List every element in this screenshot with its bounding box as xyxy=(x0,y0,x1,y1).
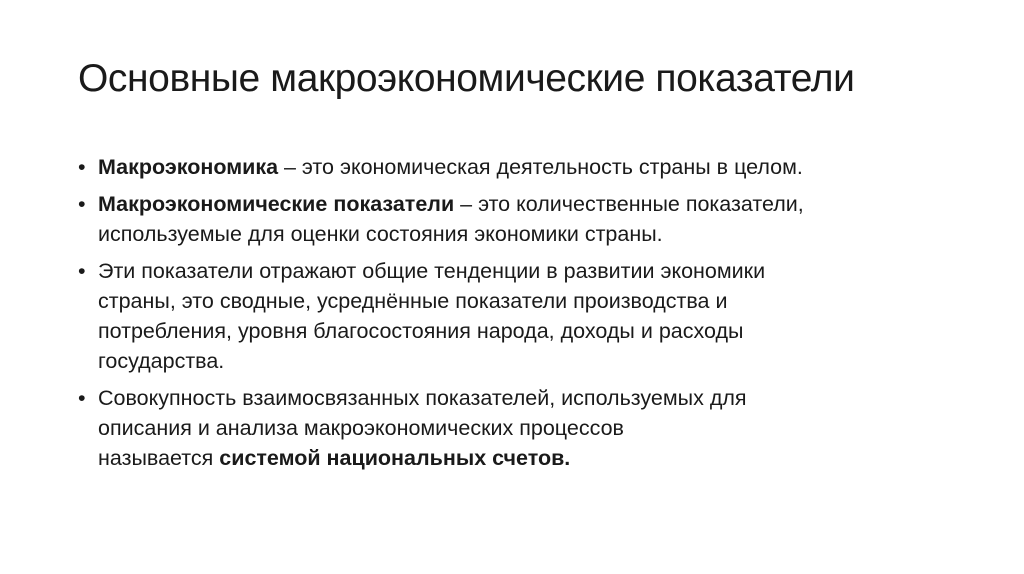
bullet-text-line: Эти показатели отражают общие тенденции в развитии экономики xyxy=(98,259,766,283)
bullet-text-line: Совокупность взаимосвязанных показателей, используемых для xyxy=(98,386,747,410)
bullet-term: Макроэкономика xyxy=(98,155,279,179)
bullet-marker: • xyxy=(78,192,86,216)
bullet-marker: • xyxy=(78,155,86,179)
bullet-term: системой национальных счетов. xyxy=(219,446,571,470)
bullet-text-line: государства. xyxy=(98,349,225,373)
bullet-text-line: используемые для оценки состояния экономики страны. xyxy=(98,222,663,246)
bullet-list xyxy=(78,152,958,480)
bullet-term: Макроэкономические показатели xyxy=(98,192,455,216)
bullet-text: – это экономическая деятельность страны в целом. xyxy=(278,155,803,179)
bullet-text: – это количественные показатели, xyxy=(454,192,804,216)
bullet-text-line: потребления, уровня благосостояния народа, доходы и расходы xyxy=(98,319,744,343)
bullet-text-line: страны, это сводные, усреднённые показатели производства и xyxy=(98,289,728,313)
bullet-text-line: называется xyxy=(98,446,220,470)
bullet-item-macroeconomic-indicators xyxy=(78,189,958,249)
bullet-marker: • xyxy=(78,259,86,283)
bullet-text-line: описания и анализа макроэкономических процессов xyxy=(98,416,624,440)
bullet-marker: • xyxy=(78,386,86,410)
bullet-item-trends xyxy=(78,256,958,376)
bullet-item-macroeconomics xyxy=(78,152,958,182)
bullet-item-national-accounts xyxy=(78,383,958,473)
slide-title: Основные макроэкономические показатели xyxy=(78,57,855,100)
